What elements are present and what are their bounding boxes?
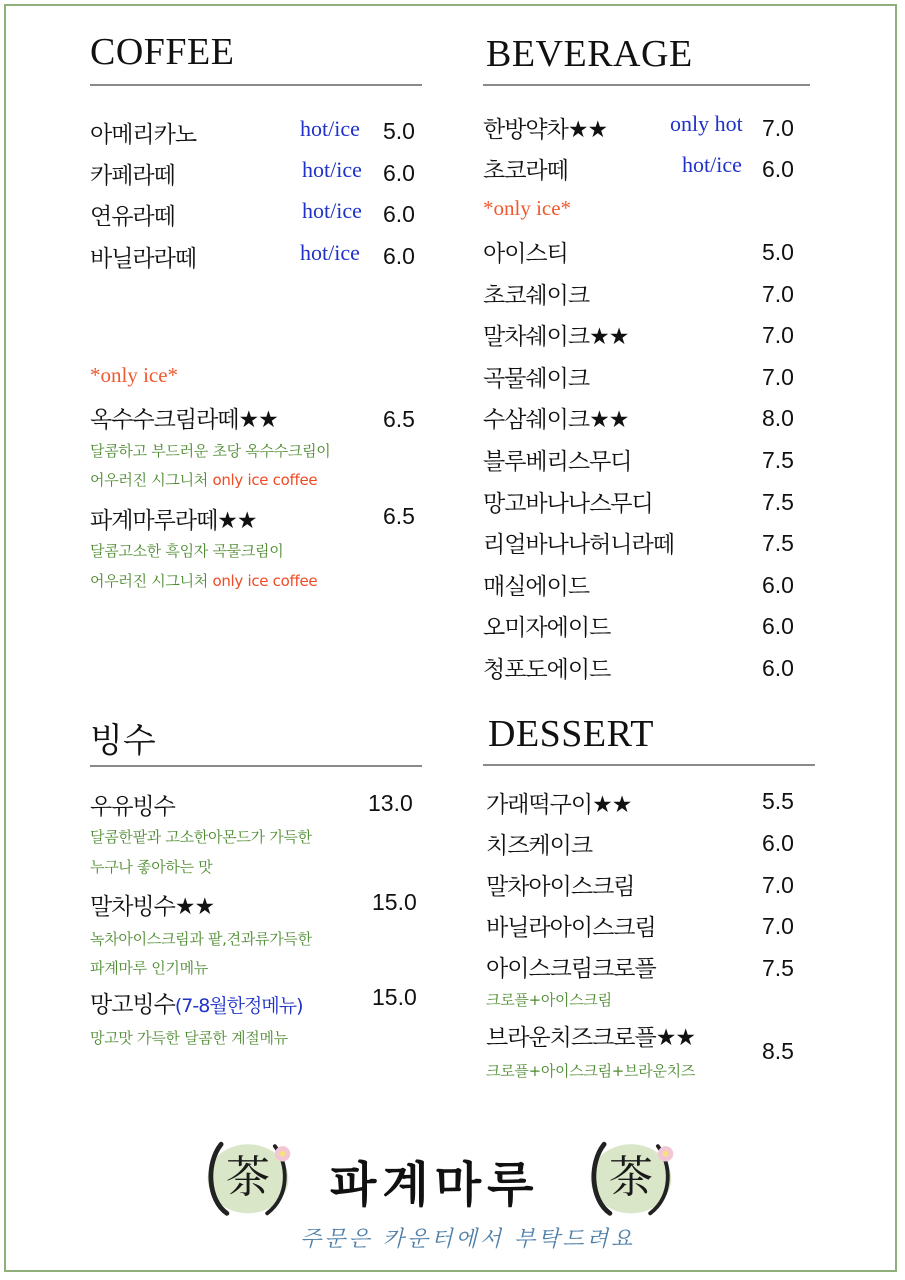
menu-item-name: 초코라떼 bbox=[483, 158, 568, 184]
menu-item-name: 연유라떼 bbox=[90, 204, 175, 230]
menu-item-price: 6.0 bbox=[383, 201, 415, 227]
order-tagline: 주문은 카운터에서 부탁드려요 bbox=[300, 1227, 636, 1252]
menu-item-price: 8.0 bbox=[762, 405, 794, 431]
menu-item-price: 7.5 bbox=[762, 955, 794, 981]
menu-item-name: 한방약차★★ bbox=[483, 117, 608, 143]
menu-item-temp: hot/ice bbox=[302, 198, 362, 223]
coffee-only-ice-label: *only ice* bbox=[90, 363, 179, 387]
menu-item-price: 8.5 bbox=[762, 1038, 794, 1064]
beverage-divider bbox=[483, 84, 810, 86]
menu-item-desc: 누구나 좋아하는 맛 bbox=[90, 858, 213, 876]
menu-item-name: 곡물쉐이크 bbox=[483, 366, 590, 392]
limited-note: (7-8월한정메뉴) bbox=[174, 995, 303, 1017]
menu-item-name: 오미자에이드 bbox=[483, 615, 611, 641]
menu-item-temp: hot/ice bbox=[300, 116, 360, 141]
menu-item-price: 13.0 bbox=[368, 790, 413, 816]
menu-item-name: 망고빙수(7-8월한정메뉴) bbox=[90, 992, 303, 1018]
bingsu-title: 빙수 bbox=[90, 721, 156, 761]
menu-item-name: 말차빙수★★ bbox=[90, 894, 215, 920]
menu-item-name: 바닐라라떼 bbox=[90, 246, 197, 272]
menu-item-price: 6.0 bbox=[762, 655, 794, 681]
svg-text:茶: 茶 bbox=[608, 1152, 654, 1204]
menu-item-name: 아이스크림크로플 bbox=[486, 956, 656, 982]
menu-item-name: 리얼바나나허니라떼 bbox=[483, 532, 674, 558]
menu-item-name: 블루베리스무디 bbox=[483, 449, 632, 475]
menu-item-desc: 파계마루 인기메뉴 bbox=[90, 959, 208, 977]
brand-emblem-right bbox=[583, 1125, 679, 1225]
menu-item-name: 가래떡구이★★ bbox=[486, 792, 632, 818]
menu-item-price: 15.0 bbox=[372, 889, 417, 915]
menu-item-price: 6.0 bbox=[383, 243, 415, 269]
menu-item-name: 망고바나나스무디 bbox=[483, 491, 653, 517]
menu-item-price: 6.0 bbox=[762, 156, 794, 182]
menu-item-name: 청포도에이드 bbox=[483, 657, 611, 683]
menu-item-price: 6.5 bbox=[383, 406, 415, 432]
menu-item-price: 6.0 bbox=[762, 613, 794, 639]
menu-item-price: 7.0 bbox=[762, 281, 794, 307]
menu-item-price: 7.0 bbox=[762, 872, 794, 898]
menu-item-temp: hot/ice bbox=[300, 240, 360, 265]
beverage-only-ice-label: *only ice* bbox=[483, 196, 572, 220]
menu-item-name: 옥수수크림라떼★★ bbox=[90, 407, 278, 433]
coffee-title: COFFEE bbox=[90, 31, 235, 73]
menu-item-desc: 어우러진 시그니처 only ice coffee bbox=[90, 471, 318, 489]
menu-item-desc: 달콤한팥과 고소한아몬드가 가득한 bbox=[90, 828, 312, 846]
menu-item-name: 매실에이드 bbox=[483, 574, 590, 600]
dessert-title: DESSERT bbox=[488, 713, 654, 755]
menu-item-price: 7.5 bbox=[762, 489, 794, 515]
dessert-divider bbox=[483, 764, 815, 766]
menu-item-desc: 크로플+아이스크림+브라운치즈 bbox=[486, 1062, 696, 1080]
menu-item-desc: 달콤하고 부드러운 초당 옥수수크림이 bbox=[90, 442, 331, 460]
menu-item-name: 카페라떼 bbox=[90, 163, 175, 189]
menu-item-temp: only hot bbox=[670, 111, 743, 136]
menu-item-name: 브라운치즈크로플★★ bbox=[486, 1025, 695, 1051]
menu-item-price: 7.0 bbox=[762, 322, 794, 348]
menu-item-name: 우유빙수 bbox=[90, 794, 175, 820]
menu-item-name: 수삼쉐이크★★ bbox=[483, 407, 629, 433]
svg-text:茶: 茶 bbox=[225, 1152, 271, 1204]
brand-name: 파계마루 bbox=[330, 1157, 540, 1213]
menu-item-name: 아이스티 bbox=[483, 241, 568, 267]
menu-item-price: 6.0 bbox=[762, 572, 794, 598]
menu-item-name: 파계마루라떼★★ bbox=[90, 508, 257, 534]
menu-item-desc: 어우러진 시그니처 only ice coffee bbox=[90, 572, 318, 590]
menu-item-price: 6.0 bbox=[762, 830, 794, 856]
menu-item-name: 초코쉐이크 bbox=[483, 283, 590, 309]
menu-item-price: 7.0 bbox=[762, 115, 794, 141]
menu-item-price: 5.0 bbox=[762, 239, 794, 265]
coffee-divider bbox=[90, 84, 422, 86]
menu-item-name: 아메리카노 bbox=[90, 122, 197, 148]
menu-item-price: 7.0 bbox=[762, 913, 794, 939]
menu-item-price: 6.5 bbox=[383, 503, 415, 529]
menu-item-temp: hot/ice bbox=[302, 157, 362, 182]
menu-item-desc: 달콤고소한 흑임자 곡물크림이 bbox=[90, 542, 284, 560]
menu-item-name: 바닐라아이스크림 bbox=[486, 915, 656, 941]
menu-item-price: 7.5 bbox=[762, 447, 794, 473]
menu-item-price: 7.5 bbox=[762, 530, 794, 556]
menu-item-price: 5.0 bbox=[383, 118, 415, 144]
menu-item-desc: 망고맛 가득한 달콤한 계절메뉴 bbox=[90, 1029, 288, 1047]
menu-item-price: 5.5 bbox=[762, 788, 794, 814]
menu-item-price: 6.0 bbox=[383, 160, 415, 186]
brand-emblem-left bbox=[200, 1125, 296, 1225]
menu-item-name: 말차쉐이크★★ bbox=[483, 324, 629, 350]
menu-item-price: 15.0 bbox=[372, 984, 417, 1010]
menu-item-price: 7.0 bbox=[762, 364, 794, 390]
menu-item-desc: 녹차아이스크림과 팥,견과류가득한 bbox=[90, 930, 312, 948]
bingsu-divider bbox=[90, 765, 422, 767]
menu-item-temp: hot/ice bbox=[682, 152, 742, 177]
beverage-title: BEVERAGE bbox=[486, 33, 693, 75]
menu-item-name: 말차아이스크림 bbox=[486, 874, 635, 900]
menu-item-desc: 크로플+아이스크림 bbox=[486, 991, 612, 1009]
menu-item-name: 치즈케이크 bbox=[486, 833, 593, 859]
